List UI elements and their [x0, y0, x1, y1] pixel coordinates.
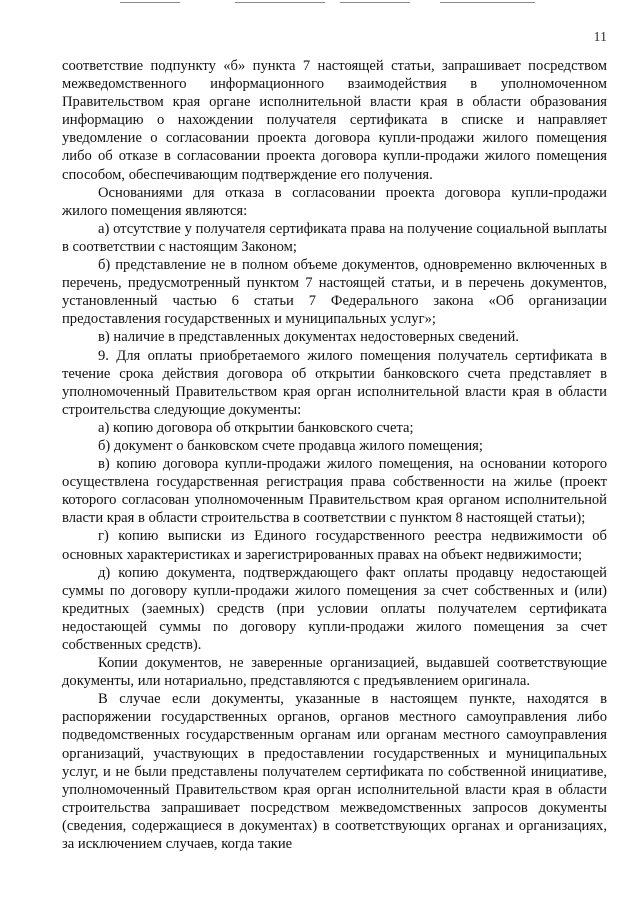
paragraph: Копии документов, не заверенные организацией, выдавшей соответствующие документы, или нотариально, представляются с предъявлением оригинала. [62, 655, 607, 690]
paragraph: 9. Для оплаты приобретаемого жилого помещения получатель сертификата в течение срока действия договора об открытии банковского счета представляет в уполномоченный Правительством края орган исполнительной власти края в области строительства следующие документы: [62, 347, 607, 418]
paragraph: соответствие подпункту «б» пункта 7 настоящей статьи, запрашивает посредством межведомственного информационного взаимодействия в уполномоченном Правительством края органе исполнительной власти края в области образования информацию о нахождении получателя сертификата в списке и направляет уведомление о согласовании проекта договора купли-продажи жилого помещения либо об отказе в согласовании проекта договора купли-продажи жилого помещения способом, обеспечивающим подтверждение его получения. [62, 58, 607, 183]
list-item: в) наличие в представленных документах недостоверных сведений. [98, 329, 519, 346]
list-item: а) отсутствие у получателя сертификата права на получение социальной выплаты в соответствии с настоящим Законом; [62, 220, 607, 255]
list-item: а) копию договора об открытии банковского счета; [98, 419, 414, 436]
scan-edge-line-1 [120, 2, 180, 3]
paragraph: В случае если документы, указанные в настоящем пункте, находятся в распоряжении государственных органов, органов местного самоуправления либо подведомственных государственным органам или органам местного самоуправления организаций, участвующих в предоставлении государственных и муниципальных услуг, и не были представлены получателем сертификата по собственной инициативе, уполномоченный Правительством края орган исполнительной власти края в области строительства запрашивает посредством межведомственных запросов документы (сведения, содержащиеся в документах) в соответствующих органах и организациях, за исключением случаев, когда такие [62, 691, 607, 853]
scan-edge-line-3 [340, 2, 410, 3]
list-item: д) копию документа, подтверждающего факт оплаты продавцу недостающей суммы по договору купли-продажи жилого помещения за счет собственных и (или) кредитных (заемных) средств (при условии оплаты получателем сертификата недостающей суммы по договору купли-продажи жилого помещения за счет собственных средств). [62, 564, 607, 653]
paragraph: Основаниями для отказа в согласовании проекта договора купли-продажи жилого помещения являются: [62, 184, 607, 219]
page-number: 11 [593, 30, 607, 45]
document-body [62, 57, 607, 853]
scan-edge-line-2 [235, 2, 325, 3]
list-item: в) копию договора купли-продажи жилого помещения, на основании которого осуществлена государственная регистрация права собственности на жилье (проект которого согласован уполномоченным Правительством края органом исполнительной власти края в области строительства в соответствии с пунктом 8 настоящей статьи); [62, 456, 607, 527]
list-item: б) представление не в полном объеме документов, одновременно включенных в перечень, предусмотренный пунктом 7 настоящей статьи, и в перечень документов, установленный частью 6 статьи 7 Федерального закона «Об организации предоставления государственных и муниципальных услуг»; [62, 257, 607, 328]
list-item: г) копию выписки из Единого государственного реестра недвижимости об основных характеристиках и зарегистрированных правах на объект недвижимости; [62, 528, 607, 563]
scan-edge-line-4 [440, 2, 535, 3]
list-item: б) документ о банковском счете продавца жилого помещения; [98, 437, 483, 454]
